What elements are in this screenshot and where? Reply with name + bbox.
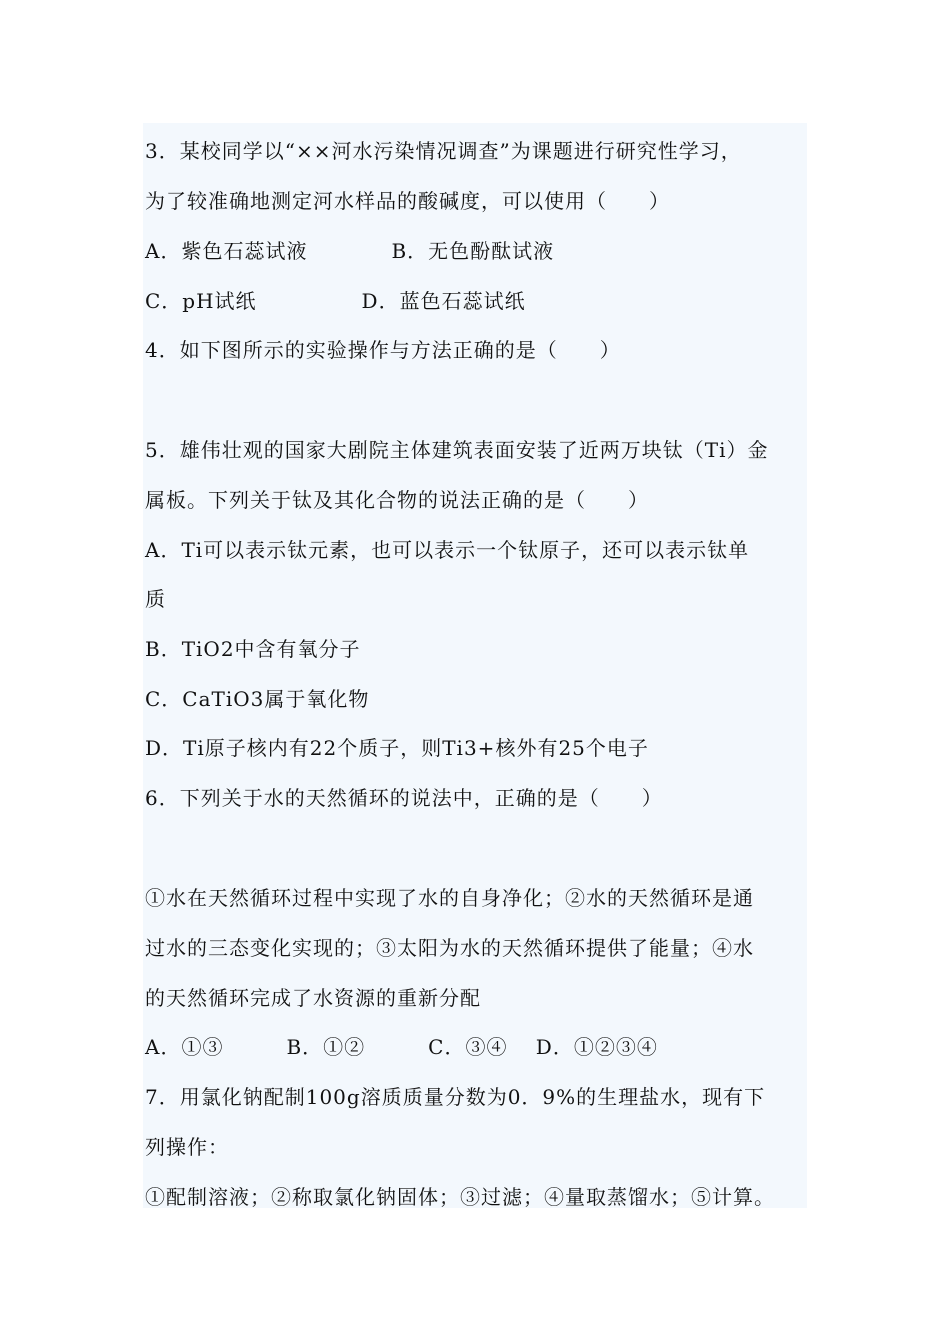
question-5-stem-line-2: 属板。下列关于钛及其化合物的说法正确的是（ ）	[145, 488, 649, 512]
question-5-option-b: B．TiO2中含有氧分子	[145, 637, 361, 661]
question-7-stem-line-1: 7．用氯化钠配制100g溶质质量分数为0．9%的生理盐水，现有下	[145, 1085, 766, 1109]
question-6-statements-line-1: ①水在天然循环过程中实现了水的自身净化；②水的天然循环是通	[145, 886, 754, 910]
question-3-stem-line-2: 为了较准确地测定河水样品的酸碱度，可以使用（ ）	[145, 189, 670, 213]
question-4-stem: 4．如下图所示的实验操作与方法正确的是（ ）	[145, 338, 621, 362]
question-5-option-c: C．CaTiO3属于氧化物	[145, 687, 370, 711]
question-7-stem-line-2: 列操作：	[145, 1135, 229, 1159]
question-6-options: A．①③ B．①② C．③④ D．①②③④	[145, 1035, 658, 1059]
question-5-stem-line-1: 5．雄伟壮观的国家大剧院主体建筑表面安装了近两万块钛（Ti）金	[145, 438, 769, 462]
question-3-options-cd: C．pH试纸 D．蓝色石蕊试纸	[145, 289, 526, 313]
question-3-options-ab: A．紫色石蕊试液 B．无色酚酞试液	[145, 239, 555, 263]
question-5-option-a-line-1: A．Ti可以表示钛元素，也可以表示一个钛原子，还可以表示钛单	[145, 538, 750, 562]
question-7-operations: ①配制溶液；②称取氯化钠固体；③过滤；④量取蒸馏水；⑤计算。	[145, 1185, 775, 1209]
question-6-statements-line-2: 过水的三态变化实现的；③太阳为水的天然循环提供了能量；④水	[145, 936, 754, 960]
question-6-stem: 6．下列关于水的天然循环的说法中，正确的是（ ）	[145, 786, 663, 810]
question-3-stem-line-1: 3．某校同学以“××河水污染情况调查”为课题进行研究性学习，	[145, 139, 742, 163]
question-5-option-a-line-2: 质	[145, 587, 166, 611]
question-6-statements-line-3: 的天然循环完成了水资源的重新分配	[145, 986, 481, 1010]
question-5-option-d: D．Ti原子核内有22个质子，则Ti3+核外有25个电子	[145, 736, 649, 760]
